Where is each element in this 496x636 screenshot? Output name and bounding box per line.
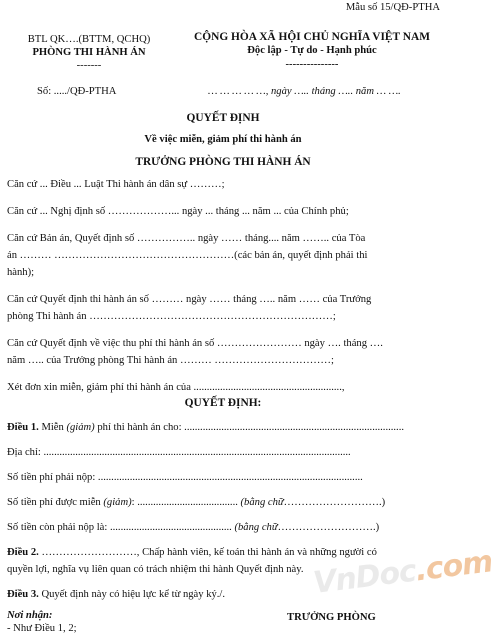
signer-title: TRƯỞNG PHÒNG: [287, 612, 376, 623]
legal-bases: [7, 176, 442, 396]
fee-exempt-pre: Số tiền phí được miễn: [7, 497, 101, 508]
fee-remaining-end: ……………………….): [277, 522, 380, 533]
recipients-label: Nơi nhận:: [7, 610, 53, 621]
header-left-rule: -------: [76, 60, 102, 71]
fee-remaining-line: [7, 519, 442, 536]
fee-remaining-pre: Số tiền còn phải nộp là: ..............................................: [7, 522, 232, 533]
office-name: PHÒNG THI HÀNH ÁN: [32, 47, 146, 58]
article-1-rest: phí thi hành án cho: ...................................................................................: [97, 422, 404, 433]
form-number: Mẫu số 15/QĐ-PTHA: [345, 2, 440, 13]
article-2-cont: quyền lợi, nghĩa vụ liên quan có trách nhiệm thi hành Quyết định này.: [7, 564, 304, 575]
fee-remaining-words: (bằng chữ: [234, 522, 278, 533]
basis-line: Căn cứ Quyết định thi hành án số ……… ngày …… tháng ….. năm …… của Trưởng: [7, 294, 372, 305]
article-3-label: Điều 3.: [7, 589, 39, 600]
agency-name: BTL QK….(BTTM, QCHQ): [27, 34, 151, 45]
document-title: QUYẾT ĐỊNH: [186, 112, 260, 124]
fee-exempt-words: (bằng chữ: [240, 497, 284, 508]
national-motto: Độc lập - Tự do - Hạnh phúc: [247, 45, 377, 56]
article-2-text: ………………………, Chấp hành viên, kế toán thi hành án và những người có: [41, 547, 377, 558]
basis-line: phòng Thi hành án ……………………………………………………………;: [7, 311, 336, 322]
basis-line: Căn cứ Quyết định về việc thu phí thi hành án số …………………… ngày …. tháng ….: [7, 338, 383, 349]
document-number: Số: ...../QĐ-PTHA: [37, 86, 117, 97]
basis-line: Xét đơn xin miễn, giảm phí thi hành án của ........................................................,: [7, 382, 345, 393]
fee-exempt-italic: (giảm): [103, 497, 132, 508]
header-right: [178, 30, 446, 72]
basis-line: Căn cứ ... Nghị định số ………………... ngày ... tháng ... năm ... của Chính phủ;: [7, 206, 349, 217]
basis-line: Căn cứ ... Điều ... Luật Thi hành án dân sự ………;: [7, 179, 225, 190]
basis-line: án ……… ……………………………………………(các bản án, quyết định phải thi: [7, 250, 368, 261]
article-1: [7, 419, 442, 436]
basis-line: hành);: [7, 267, 35, 278]
decision-heading: QUYẾT ĐỊNH:: [184, 397, 262, 409]
issuer-title: TRƯỞNG PHÒNG THI HÀNH ÁN: [135, 156, 311, 168]
country-name: CỘNG HÒA XÃ HỘI CHỦ NGHĨA VIỆT NAM: [194, 31, 430, 43]
article-1-pre: Miễn: [41, 422, 64, 433]
basis-line: Căn cứ Bản án, Quyết định số …………….. ngày …… tháng.... năm …….. của Tòa: [7, 233, 366, 244]
header-left: [0, 33, 178, 72]
document-subtitle: Về việc miễn, giảm phí thi hành án: [144, 134, 302, 145]
address-line: Địa chỉ: ....................................................................................................................: [7, 447, 351, 458]
basis-line: năm ….. của Trưởng phòng Thi hành án ……… ……………………………;: [7, 355, 334, 366]
place-and-date: … … … … …, ngày ….. tháng ….. năm … ….: [208, 86, 401, 97]
fee-exempt-line: [7, 494, 442, 511]
fee-payable-line: Số tiền phí phải nộp: ....................................................................................................: [7, 472, 363, 483]
fee-exempt-end: ……………………….): [283, 497, 386, 508]
article-1-label: Điều 1.: [7, 422, 39, 433]
article-1-italic: (giảm): [66, 422, 95, 433]
header-right-rule: ---------------: [285, 59, 339, 70]
recipient-item: - Như Điều 1, 2;: [7, 623, 77, 634]
watermark-logo: VnDoc.com: [311, 544, 495, 601]
article-2-label: Điều 2.: [7, 547, 39, 558]
fee-exempt-mid: : ......................................: [131, 497, 238, 508]
article-3-text: Quyết định này có hiệu lực kể từ ngày ký./.: [41, 589, 226, 600]
